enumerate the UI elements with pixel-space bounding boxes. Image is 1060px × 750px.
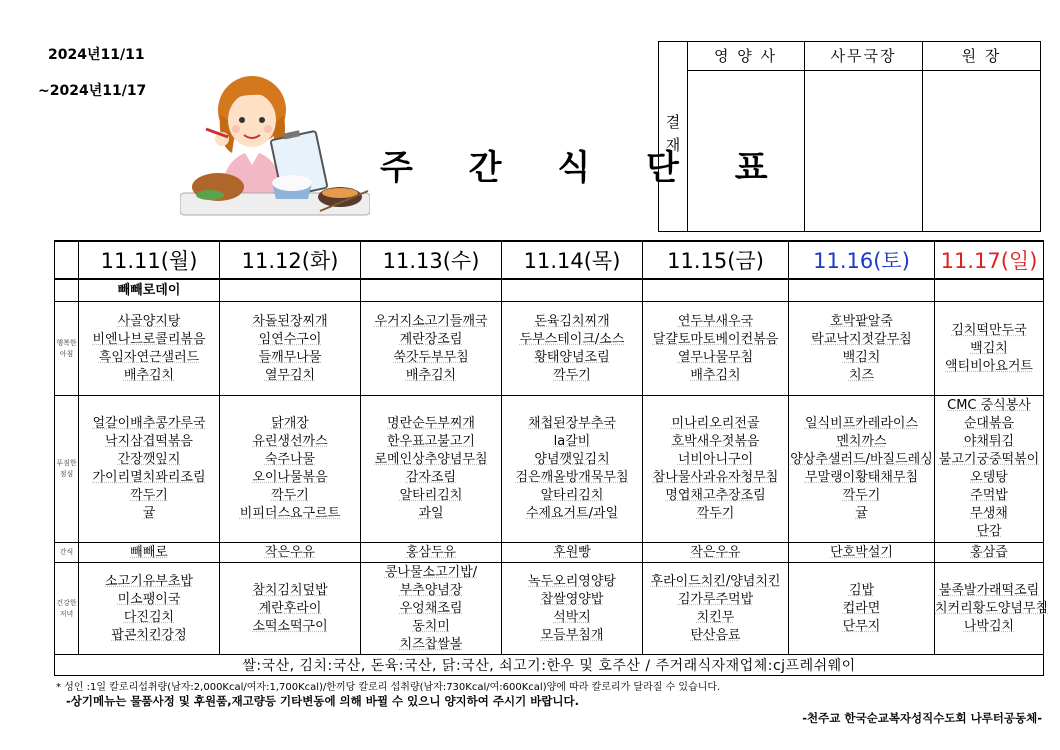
- special-day-cell: [643, 279, 789, 301]
- menu-cell: [79, 396, 220, 543]
- menu-item: 무생채: [970, 506, 1008, 522]
- day-header-sunday: 11.17(일): [935, 241, 1044, 279]
- menu-item: 깍두기: [271, 488, 309, 504]
- approval-column: [687, 42, 805, 231]
- menu-item: 액티비아요거트: [945, 358, 1033, 374]
- menu-item: 검은깨올방개묵무침: [515, 470, 629, 486]
- menu-item: 채첩된장부추국: [528, 416, 616, 432]
- menu-item: 단무지: [842, 618, 881, 634]
- menu-item: 작은우유: [264, 544, 316, 560]
- menu-item: 찹쌀영양밥: [540, 591, 604, 607]
- menu-item: 숙주나물: [264, 452, 316, 468]
- menu-cell: [789, 301, 935, 396]
- menu-item: 사골양지탕: [117, 313, 181, 329]
- footer-organization: -천주교 한국순교복자성직수도회 나루터공동체-: [802, 711, 1042, 725]
- menu-item: 후원빵: [553, 544, 591, 560]
- menu-cell: [361, 543, 502, 563]
- menu-item: 열무김치: [264, 367, 316, 383]
- menu-item: 치즈찹쌀볼: [399, 636, 463, 652]
- menu-item: 치커리황도양념무침: [935, 600, 1049, 616]
- menu-item: 얼갈이배추콩가루국: [92, 416, 206, 432]
- menu-item: 깍두기: [696, 506, 735, 522]
- menu-row: [55, 543, 1044, 563]
- menu-item: 황태양념조림: [534, 349, 610, 365]
- row-label: [55, 279, 79, 301]
- menu-item: 석박지: [553, 609, 591, 625]
- menu-item: 홍삼즙: [970, 544, 1008, 560]
- menu-item: 비피더스요구르트: [239, 506, 341, 522]
- menu-item: 홍삼두유: [405, 544, 457, 560]
- change-notice: -상기메뉴는 물품사정 및 후원품,재고량등 기타변동에 의해 바뀔 수 있으니 양지하여 주시기 바랍니다.: [66, 694, 580, 708]
- menu-cell: [502, 396, 643, 543]
- menu-item: 무말랭이황태채무침: [804, 470, 919, 486]
- menu-cell: [220, 396, 361, 543]
- menu-item: 참나물사과유자청무침: [652, 470, 779, 486]
- approval-side-label: 결재: [659, 42, 688, 231]
- menu-item: 유린생선까스: [252, 434, 328, 450]
- corner-cell: [55, 241, 79, 279]
- menu-item: 락교낙지젓갈무침: [811, 331, 912, 347]
- approval-box: [658, 41, 1041, 232]
- menu-item: 깍두기: [130, 488, 168, 504]
- menu-item: 참치김치덮밥: [252, 582, 328, 598]
- meal-label: 푸짐한 점심: [55, 396, 79, 543]
- menu-item: 귤: [855, 506, 868, 522]
- day-header-saturday: 11.16(토): [789, 241, 935, 279]
- menu-item: 쑥갓두부무침: [393, 349, 469, 365]
- menu-cell: [643, 396, 789, 543]
- menu-item: 오뎅탕: [970, 470, 1008, 486]
- menu-cell: [935, 563, 1049, 655]
- menu-item: 불고기궁중떡볶이: [938, 452, 1040, 468]
- menu-cell: [220, 563, 361, 655]
- origin-row: [55, 654, 1044, 675]
- menu-item: 감자조림: [405, 470, 457, 486]
- menu-item: 들깨무나물: [258, 349, 322, 365]
- menu-row: [55, 301, 1044, 396]
- day-header: 11.12(화): [220, 241, 361, 279]
- menu-item: CMC 중식봉사: [947, 398, 1031, 414]
- menu-item: 임연수구이: [258, 331, 322, 347]
- menu-item: 단감: [976, 524, 1002, 540]
- menu-item: 미소팽이국: [117, 591, 181, 607]
- menu-item: 한우표고불고기: [387, 434, 475, 450]
- menu-item: 소고기유부초밥: [105, 573, 193, 589]
- menu-item: 가이리멸치꽈리조림: [92, 470, 206, 486]
- origin-info: 쌀:국산, 김치:국산, 돈육:국산, 닭:국산, 쇠고기:한우 및 호주산 / 주거래식자재업체:cj프레쉬웨이: [55, 654, 1044, 675]
- menu-cell: [220, 543, 361, 563]
- special-day-cell: [935, 279, 1044, 301]
- menu-item: 명엽채고추장조림: [665, 488, 766, 504]
- menu-item: 흑임자연근샐러드: [98, 349, 200, 365]
- menu-item: 호박팥알죽: [830, 313, 893, 329]
- menu-item: 야채튀김: [963, 434, 1015, 450]
- special-day-cell: [361, 279, 502, 301]
- menu-table: [54, 240, 1049, 676]
- menu-item: 계란장조림: [399, 331, 463, 347]
- menu-item: 탄산음료: [690, 627, 741, 643]
- menu-item: 소떡소떡구이: [252, 618, 328, 634]
- day-header: 11.11(월): [79, 241, 220, 279]
- meal-label: 건강한 저녁: [55, 563, 79, 655]
- menu-cell: [220, 301, 361, 396]
- menu-item: 차돌된장찌개: [252, 313, 328, 329]
- day-header: 11.14(목): [502, 241, 643, 279]
- menu-item: 달걀토마토베이컨볶음: [652, 331, 779, 347]
- menu-item: 너비아니구이: [677, 452, 754, 468]
- menu-item: 열무나물무침: [677, 349, 754, 365]
- approval-header: 영 양 사: [687, 42, 804, 71]
- menu-cell: [935, 396, 1044, 543]
- menu-item: 김치떡만두국: [951, 322, 1027, 338]
- start-date: 2024년11/11: [48, 47, 145, 63]
- menu-cell: [502, 563, 643, 655]
- day-header-row: [55, 241, 1044, 279]
- menu-item: 치킨무: [696, 609, 735, 625]
- menu-item: 연두부새우국: [677, 313, 754, 329]
- menu-cell: [643, 301, 789, 396]
- menu-item: 녹두오리영양탕: [528, 573, 616, 589]
- menu-cell: [789, 396, 935, 543]
- special-day-cell: [502, 279, 643, 301]
- menu-item: 팝콘치킨강정: [111, 627, 187, 643]
- special-day-cell: [220, 279, 361, 301]
- special-day-row: [55, 279, 1044, 301]
- menu-item: 두부스테이크/소스: [519, 331, 625, 347]
- menu-item: 작은우유: [690, 544, 741, 560]
- menu-item: 치즈: [848, 367, 875, 383]
- menu-item: 귤: [142, 506, 156, 522]
- menu-item: 배추김치: [690, 367, 741, 383]
- menu-item: 로메인상추양념무침: [374, 452, 488, 468]
- menu-item: 우엉채조림: [399, 600, 463, 616]
- date-range: [38, 44, 147, 99]
- menu-item: 동치미: [412, 618, 450, 634]
- approval-header: 원 장: [923, 42, 1040, 71]
- menu-item: 낙지삼겹떡볶음: [105, 434, 193, 450]
- day-header: 11.15(금): [643, 241, 789, 279]
- menu-item: 후라이드치킨/양념치킨: [650, 573, 781, 589]
- menu-row: [55, 396, 1044, 543]
- menu-item: 비엔나브로콜리볶음: [92, 331, 206, 347]
- menu-item: 닭개장: [271, 416, 309, 432]
- menu-item: 알타리김치: [540, 488, 604, 504]
- menu-cell: [502, 301, 643, 396]
- menu-item: 간장깻잎지: [117, 452, 181, 468]
- menu-cell: [502, 543, 643, 563]
- menu-item: 불족발가래떡조림: [938, 582, 1040, 598]
- menu-item: 다진김치: [123, 609, 175, 625]
- menu-cell: [935, 301, 1044, 396]
- menu-item: 명란순두부찌개: [387, 416, 475, 432]
- menu-item: 오이나물볶음: [252, 470, 328, 486]
- menu-item: 나박김치: [963, 618, 1015, 634]
- menu-item: 수제요거트/과일: [525, 506, 619, 522]
- menu-cell: [361, 396, 502, 543]
- menu-item: 부추양념장: [399, 582, 463, 598]
- menu-item: 컵라면: [842, 600, 881, 616]
- menu-cell: [361, 301, 502, 396]
- menu-cell: [79, 301, 220, 396]
- special-day-cell: [789, 279, 935, 301]
- menu-item: 깍두기: [553, 367, 591, 383]
- menu-item: 호박새우젓볶음: [671, 434, 760, 450]
- menu-item: 알타리김치: [399, 488, 463, 504]
- menu-item: 깍두기: [842, 488, 881, 504]
- menu-cell: [79, 563, 220, 655]
- menu-item: 순대볶음: [963, 416, 1015, 432]
- menu-item: 우거지소고기들깨국: [374, 313, 488, 329]
- menu-item: 백김치: [842, 349, 881, 365]
- end-date: ~2024년11/17: [38, 83, 147, 99]
- approval-column: [805, 42, 923, 231]
- menu-item: 일식비프카레라이스: [804, 416, 919, 432]
- menu-cell: [361, 563, 502, 655]
- menu-item: 모듬부침개: [540, 627, 604, 643]
- approval-column: [923, 42, 1040, 231]
- menu-item: 멘치까스: [836, 434, 887, 450]
- approval-header: 사무국장: [805, 42, 922, 71]
- menu-cell: [643, 543, 789, 563]
- menu-item: 김밥: [848, 582, 875, 598]
- menu-item: 단호박설기: [830, 544, 893, 560]
- menu-cell: [789, 543, 935, 563]
- menu-cell: [789, 563, 935, 655]
- menu-row: [55, 563, 1044, 655]
- menu-item: 미나리오리전골: [671, 416, 760, 432]
- menu-item: 콩나물소고기밥/: [384, 564, 478, 580]
- menu-item: 배추김치: [123, 367, 175, 383]
- menu-cell: [643, 563, 789, 655]
- menu-item: la갈비: [553, 434, 591, 450]
- special-day-cell: 빼빼로데이: [79, 279, 220, 301]
- menu-item: 빼빼로: [130, 544, 168, 560]
- menu-item: 돈육김치찌개: [534, 313, 610, 329]
- calorie-note: * 성인 :1일 칼로리섭취량(남자:2,000Kcal/여자:1,700Kcal)/한끼당 칼로리 섭취량(남자:730Kcal/여:600Kcal)양에 따라 칼로리가 달라질 수 있습니다.: [56, 682, 721, 693]
- meal-label: 행복한 아침: [55, 301, 79, 396]
- nutritionist-illustration-icon: [180, 65, 370, 225]
- menu-item: 양념깻잎김치: [534, 452, 610, 468]
- menu-item: 김가루주먹밥: [677, 591, 754, 607]
- meal-label: 간식: [55, 543, 79, 563]
- menu-item: 과일: [418, 506, 444, 522]
- menu-cell: [79, 543, 220, 563]
- menu-item: 배추김치: [405, 367, 457, 383]
- menu-item: 백김치: [970, 340, 1008, 356]
- page-title: 주 간 식 단 표: [380, 148, 790, 188]
- day-header: 11.13(수): [361, 241, 502, 279]
- menu-item: 계란후라이: [258, 600, 322, 616]
- menu-cell: [935, 543, 1044, 563]
- menu-item: 양상추샐러드/바질드레싱: [790, 452, 933, 468]
- menu-item: 주먹밥: [970, 488, 1008, 504]
